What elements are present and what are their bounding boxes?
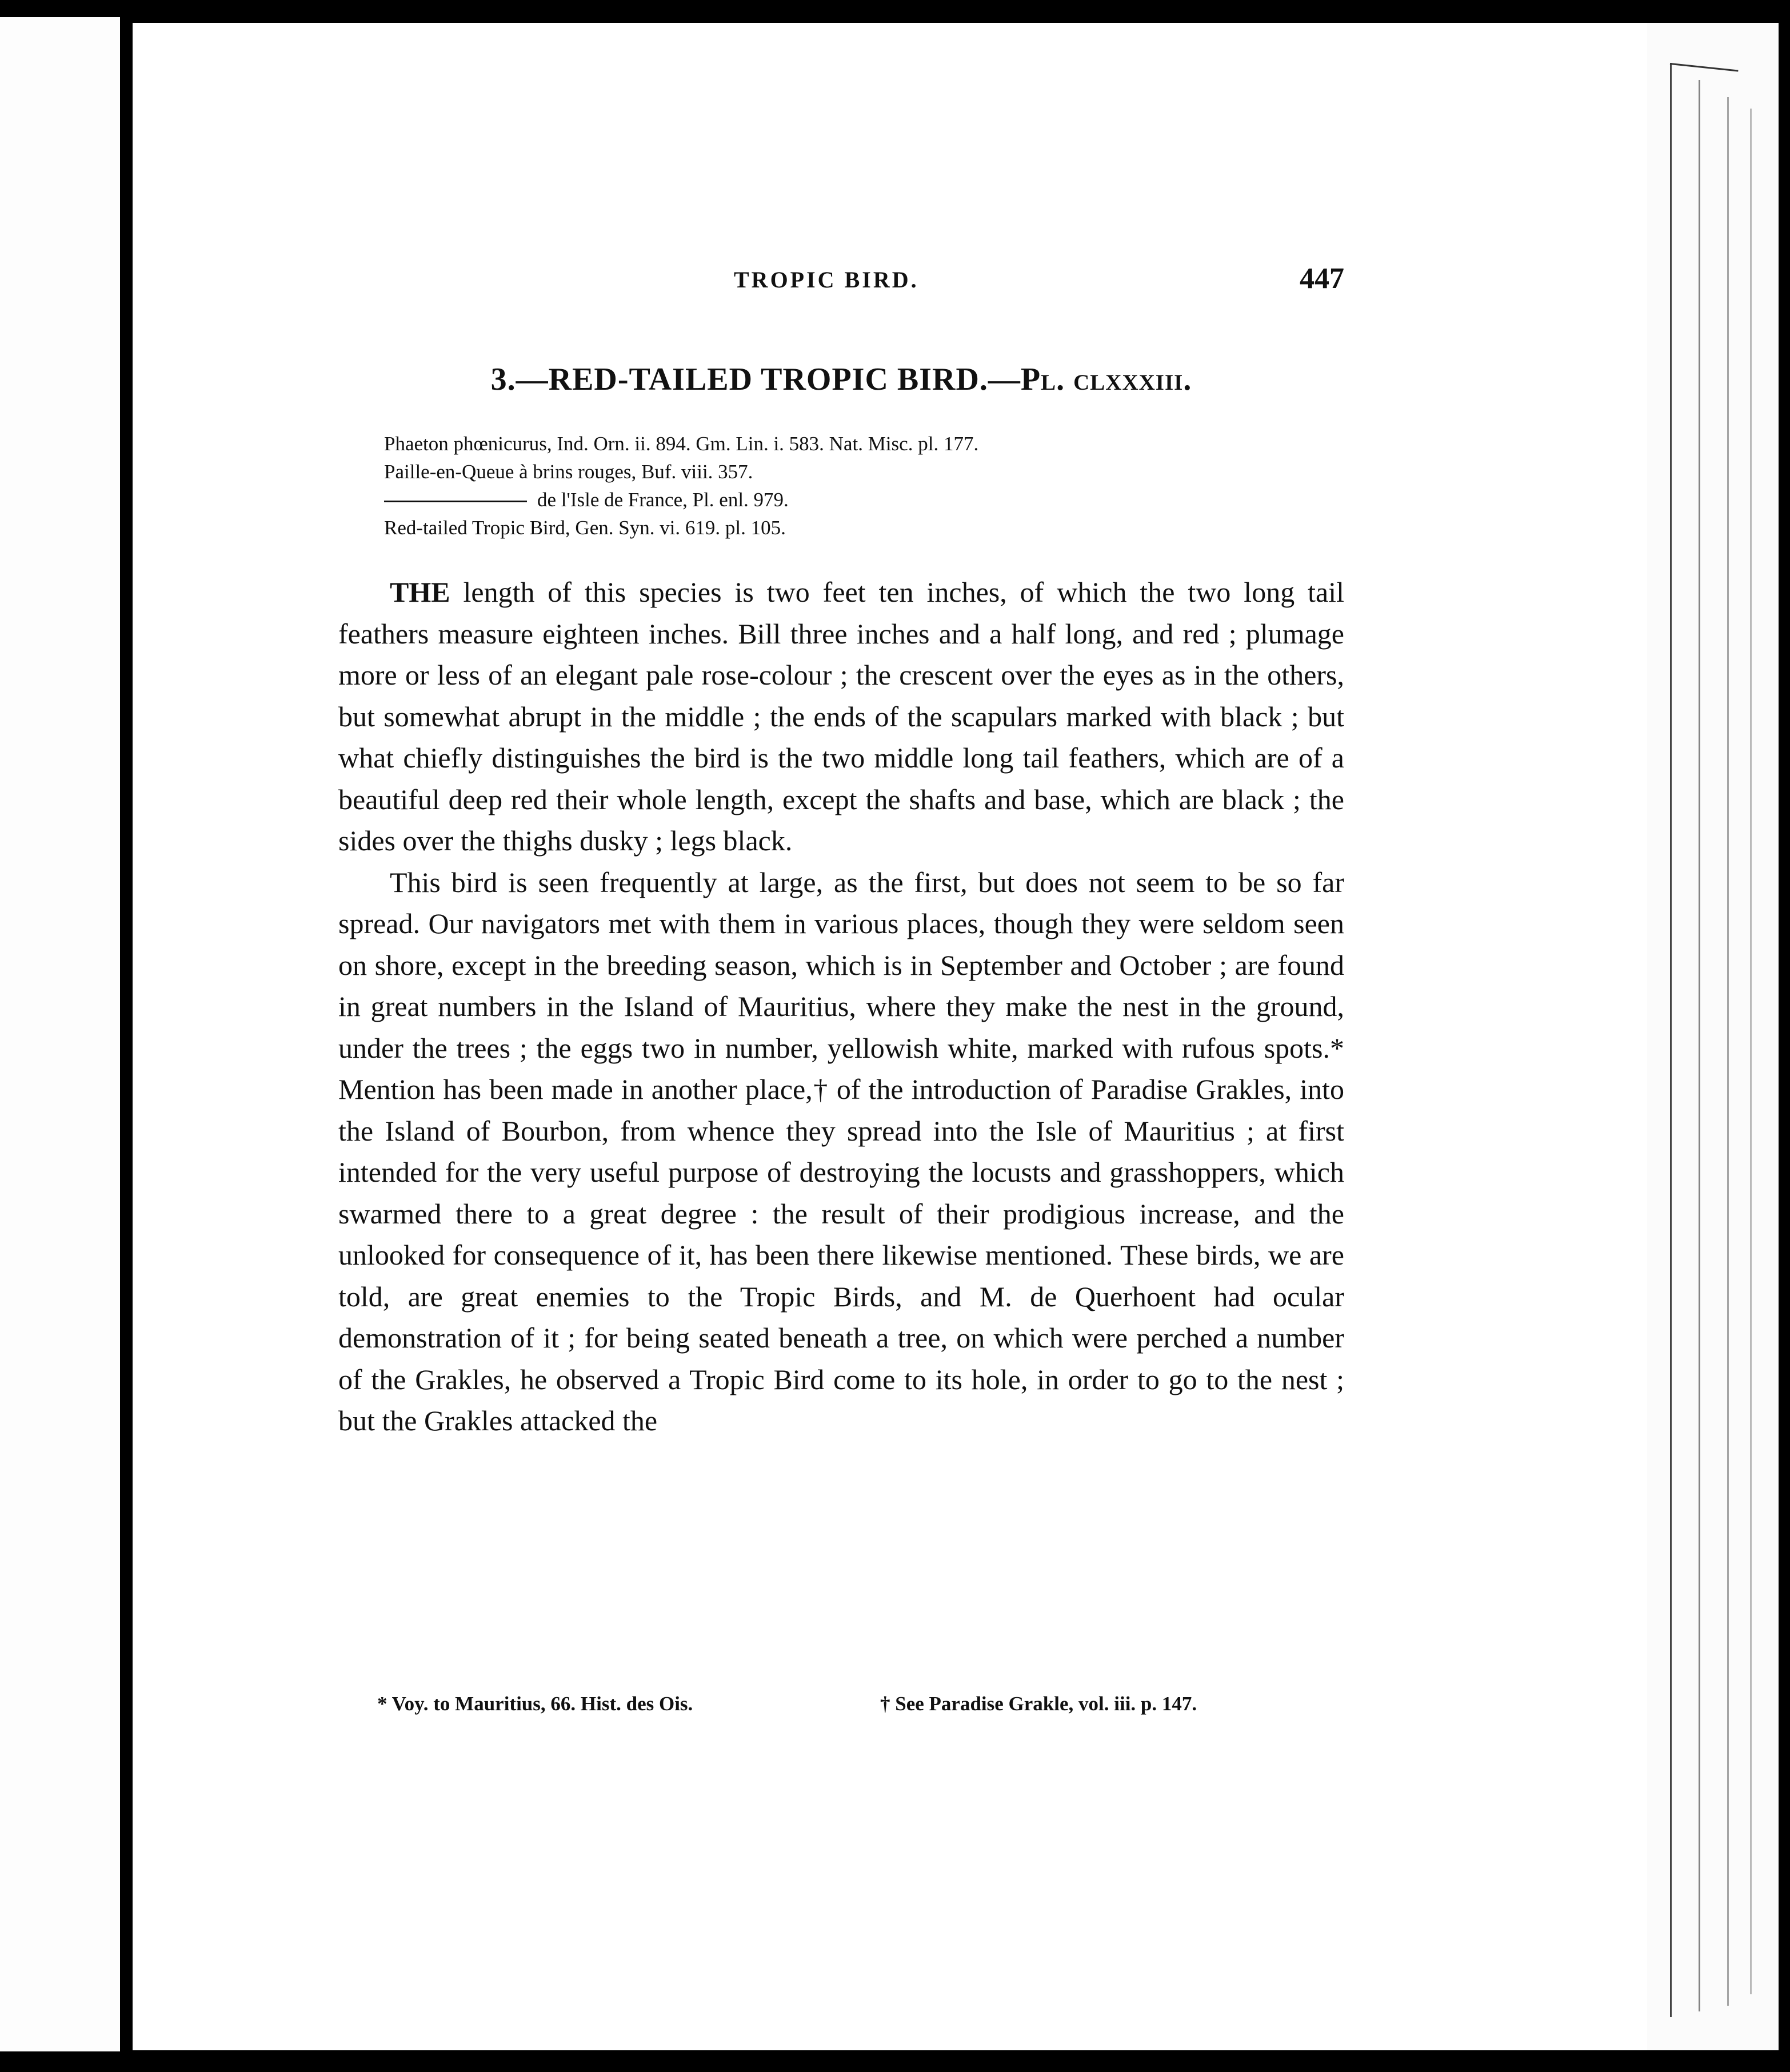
footnote: † See Paradise Grakle, vol. iii. p. 147. bbox=[880, 1693, 1197, 1715]
synonymy-list bbox=[384, 430, 1344, 542]
synonym-line: Phaeton phœnicurus, Ind. Orn. ii. 894. Gm. Lin. i. 583. Nat. Misc. pl. 177. bbox=[384, 433, 979, 455]
ditto-dash bbox=[384, 501, 527, 502]
synonym-line: Red-tailed Tropic Bird, Gen. Syn. vi. 619. pl. 105. bbox=[384, 517, 786, 539]
paragraph bbox=[338, 862, 1344, 1442]
synonym-line: Paille-en-Queue à brins rouges, Buf. viii. 357. bbox=[384, 461, 753, 483]
page-edge-line bbox=[1699, 80, 1700, 2011]
synonym-line-ditto bbox=[384, 486, 1344, 514]
running-title: TROPIC BIRD. bbox=[734, 267, 919, 293]
page-edge-corner bbox=[1670, 63, 1739, 72]
footnotes bbox=[377, 1693, 1349, 1715]
body-text bbox=[338, 571, 1344, 1442]
species-heading bbox=[338, 361, 1344, 398]
paragraph-text: This bird is seen frequently at large, as the first, but does not seem to be so far spread. Our navigators met with them in various places, though they were seldom seen on shore, except in the breeding season, which is in September and October ; are found in great numbers in the Island of Mauritius, where they make the nest in the ground, under the trees ; the eggs two in number, yellowish white, marked with rufous spots.* Mention has been made in another place,† of the introduction of Paradise Grakles, into the Island of Bourbon, from whence they spread into the Isle of Mauritius ; at first intended for the very useful purpose of destroying the locusts and grasshoppers, which swarmed there to a great degree : the result of their prodigious increase, and the unlooked for consequence of it, has been there likewise mentioned. These birds, we are told, are great enemies to the Tropic Birds, and M. de Querhoent had ocular demonstration of it ; for being seated beneath a tree, on which were perched a number of the Grakles, he observed a Tropic Bird come to its hole, in order to go to the nest ; but the Grakles attacked the bbox=[338, 866, 1344, 1437]
paragraph bbox=[338, 571, 1344, 862]
page-edge-line bbox=[1750, 109, 1752, 1994]
paragraph-text: length of this species is two feet ten inches, of which the two long tail feathers measure eighteen inches. Bill three inches and a half long, and red ; plumage more or less of an elegant pale rose-colour ; the crescent over the eyes as in the others, but somewhat abrupt in the middle ; the ends of the scapulars marked with black ; but what chiefly distinguishes the bird is the two middle long tail feathers, which are of a beautiful deep red their whole length, except the shafts and base, which are black ; the sides over the thighs dusky ; legs black. bbox=[338, 576, 1344, 857]
page-edge-line bbox=[1727, 97, 1729, 2006]
footnote: * Voy. to Mauritius, 66. Hist. des Ois. bbox=[377, 1693, 693, 1715]
page-edge-stack bbox=[1647, 23, 1779, 2050]
facing-page-edge bbox=[0, 17, 120, 2051]
page-number: 447 bbox=[1300, 262, 1344, 295]
plate-reference: Pl. clxxxiii. bbox=[1020, 362, 1192, 397]
species-number: 3.— bbox=[490, 362, 549, 397]
page-edge-line bbox=[1670, 63, 1672, 2017]
running-head bbox=[338, 262, 1344, 302]
paragraph-lead: THE bbox=[390, 576, 450, 608]
synonym-line-text: de l'Isle de France, Pl. enl. 979. bbox=[537, 489, 789, 511]
species-name: RED-TAILED TROPIC BIRD.— bbox=[548, 362, 1021, 397]
